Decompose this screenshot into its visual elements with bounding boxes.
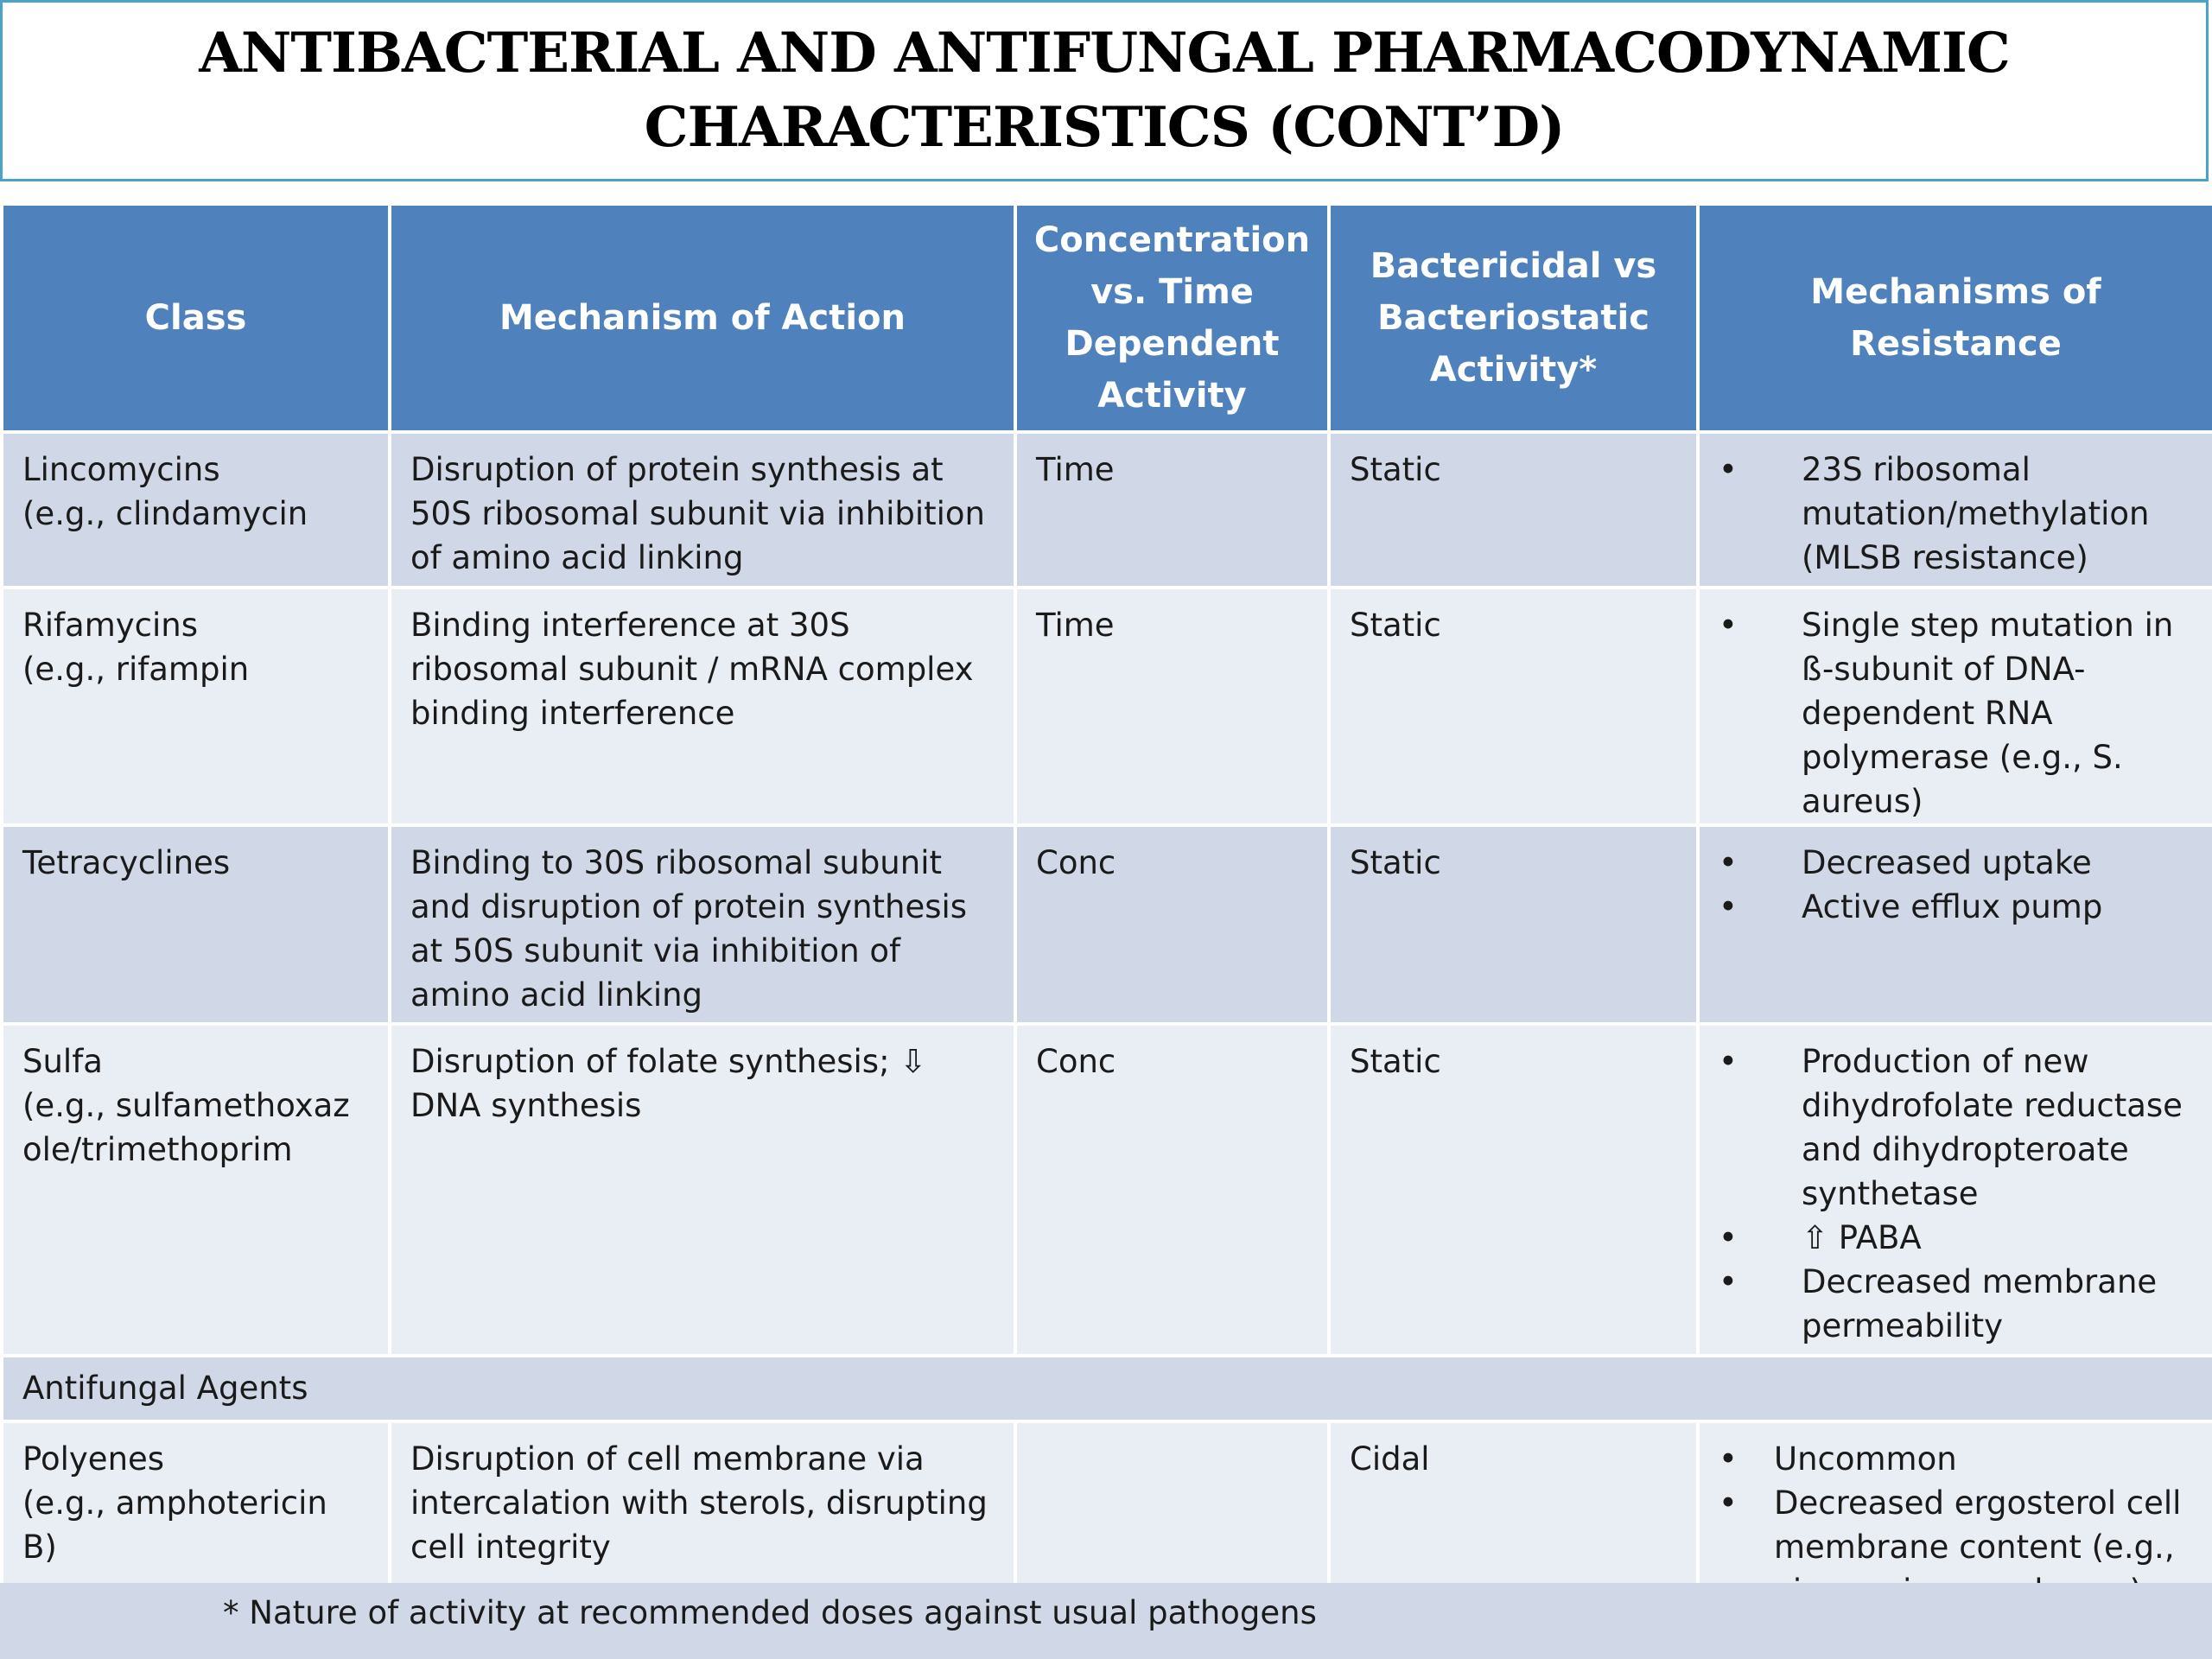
mechanism-cell: Disruption of folate synthesis; ⇩ DNA synthesis bbox=[390, 1024, 1015, 1356]
resistance-cell bbox=[1698, 432, 2212, 588]
class-example: (e.g., amphotericin B) bbox=[22, 1484, 327, 1566]
conc-time-cell: Time bbox=[1015, 432, 1329, 588]
mechanism-cell: Disruption of cell membrane via intercalation with sterols, disrupting cell integrity bbox=[390, 1421, 1015, 1622]
resistance-item: • Active efflux pump bbox=[1719, 885, 2193, 929]
section-label: Antifungal Agents bbox=[2, 1356, 2212, 1421]
header-conc-time: Concentration vs. Time Dependent Activity bbox=[1015, 204, 1329, 432]
resistance-item: • 23S ribosomal mutation/methylation (MLSB resistance) bbox=[1719, 448, 2193, 580]
class-cell bbox=[2, 432, 390, 588]
table-header-row bbox=[2, 204, 2212, 432]
resistance-cell bbox=[1698, 1024, 2212, 1356]
table-row-lincomycins bbox=[2, 432, 2212, 588]
table-row-sulfa bbox=[2, 1024, 2212, 1356]
slide-title-box bbox=[0, 0, 2209, 181]
conc-time-cell: Time bbox=[1015, 588, 1329, 825]
activity-cell: Cidal bbox=[1329, 1421, 1698, 1622]
footnote: * Nature of activity at recommended doses against usual pathogens bbox=[0, 1583, 2212, 1659]
resistance-item: • Production of new dihydrofolate reductase and dihydropteroate synthetase bbox=[1719, 1039, 2193, 1216]
resistance-item: • Decreased uptake bbox=[1719, 841, 2193, 885]
activity-cell: Static bbox=[1329, 432, 1698, 588]
table-row-tetracyclines bbox=[2, 825, 2212, 1024]
resistance-item: • Single step mutation in ß-subunit of DNA-dependent RNA polymerase (e.g., S. aureus) bbox=[1719, 603, 2193, 823]
class-example: (e.g., clindamycin bbox=[22, 495, 308, 532]
header-mechanism: Mechanism of Action bbox=[390, 204, 1015, 432]
resistance-item: • Decreased membrane permeability bbox=[1719, 1260, 2193, 1348]
conc-time-cell: Conc bbox=[1015, 1024, 1329, 1356]
resistance-item: • Uncommon bbox=[1719, 1437, 2193, 1481]
resistance-cell bbox=[1698, 825, 2212, 1024]
class-example: (e.g., sulfamethoxazole/trimethoprim bbox=[22, 1087, 350, 1168]
class-cell bbox=[2, 588, 390, 825]
resistance-cell bbox=[1698, 588, 2212, 825]
class-name: Rifamycins bbox=[22, 607, 198, 644]
activity-cell: Static bbox=[1329, 1024, 1698, 1356]
mechanism-cell: Disruption of protein synthesis at 50S ribosomal subunit via inhibition of amino acid linking bbox=[390, 432, 1015, 588]
header-resistance: Mechanisms of Resistance bbox=[1698, 204, 2212, 432]
class-example: (e.g., rifampin bbox=[22, 651, 250, 688]
slide-title-line-2: CHARACTERISTICS (CONT’D) bbox=[644, 95, 1565, 160]
class-name: Tetracyclines bbox=[22, 844, 231, 881]
resistance-item: • ⇧ PABA bbox=[1719, 1216, 2193, 1260]
header-class: Class bbox=[2, 204, 390, 432]
mechanism-cell: Binding to 30S ribosomal subunit and disruption of protein synthesis at 50S subunit via inhibition of amino acid linking bbox=[390, 825, 1015, 1024]
pharmacodynamics-table bbox=[0, 202, 2212, 1624]
activity-cell: Static bbox=[1329, 825, 1698, 1024]
resistance-item: • Decreased ergosterol cell membrane content (e.g., bbox=[1719, 1481, 2193, 1613]
slide-title-line-1: ANTIBACTERIAL AND ANTIFUNGAL PHARMACODYNAMIC bbox=[199, 21, 2010, 86]
class-cell bbox=[2, 825, 390, 1024]
slide-title bbox=[199, 16, 2010, 165]
mechanism-cell: Binding interference at 30S ribosomal subunit / mRNA complex binding interference bbox=[390, 588, 1015, 825]
class-name: Lincomycins bbox=[22, 451, 220, 488]
header-cidal-static: Bactericidal vs Bacteriostatic Activity* bbox=[1329, 204, 1698, 432]
activity-cell: Static bbox=[1329, 588, 1698, 825]
table-row-rifamycins bbox=[2, 588, 2212, 825]
section-row-antifungal bbox=[2, 1356, 2212, 1421]
class-name: Sulfa bbox=[22, 1043, 103, 1080]
conc-time-cell: Conc bbox=[1015, 825, 1329, 1024]
class-name: Polyenes bbox=[22, 1440, 165, 1478]
class-cell bbox=[2, 1024, 390, 1356]
